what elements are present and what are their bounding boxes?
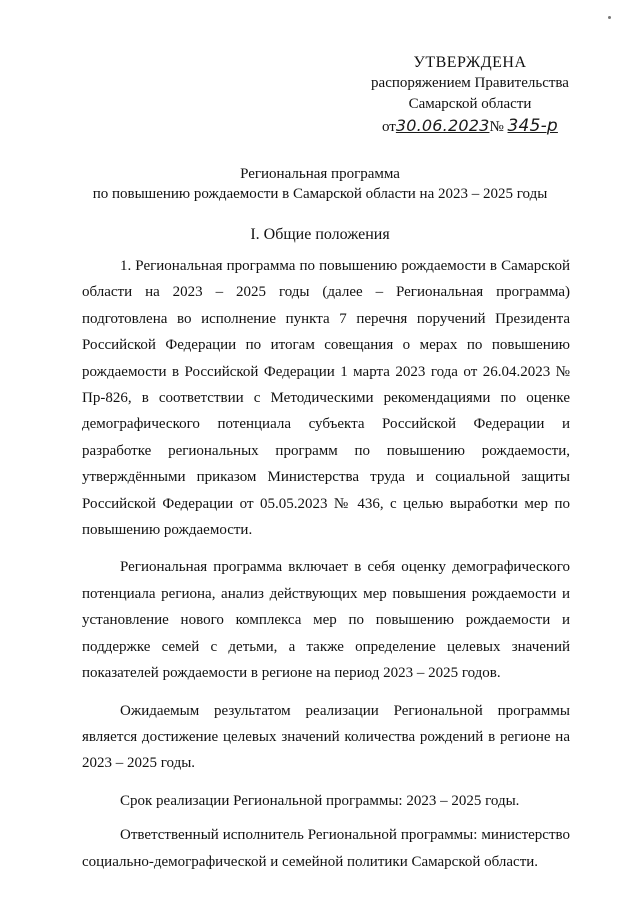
- approval-line-2: Самарской области: [408, 96, 532, 112]
- body-text: [82, 253, 570, 886]
- paragraph-3: Ожидаемым результатом реализации Региональной программы является достижение целевых значений количества рождений в регионе на 2023 – 2025 годы.: [82, 702, 570, 772]
- paragraph-1: 1. Региональная программа по повышению рождаемости в Самарской области на 2023 – 2025 годы (далее – Региональная программа) подготовлена во исполнение пункта 7 перечня поручений Президента Российской Федерации по итогам совещания о мерах по повышению рождаемости в Российской Федерации 1 марта 2023 года от 26.04.2023 № Пр-826, в соответствии с Методическими рекомендациями по оценке демографического потенциала субъекта Российской Федерации и разработке региональных программ по повышению рождаемости, утверждёнными приказом Министерства труда и социальной защиты Российской Федерации от 05.05.2023 № 436, с целью выработки мер по повышению рождаемости.: [82, 258, 570, 539]
- section-title: I. Общие положения: [250, 226, 390, 243]
- paragraph-2: Региональная программа включает в себя оценку демографического потенциала региона, анализ действующих мер повышения рождаемости и установление нового комплекса мер по повышению рождаемости и поддержке семей с детьми, а также определение целевых значений показателей рождаемости в регионе на период 2023 – 2025 годов.: [82, 559, 570, 682]
- paragraph-5: Ответственный исполнитель Региональной программы: министерство социально-демографической и семейной политики Самарской области.: [82, 827, 570, 870]
- approval-title: УТВЕРЖДЕНА: [413, 54, 527, 71]
- date-prefix: от: [382, 119, 396, 135]
- handwritten-date: 30.06.2023: [395, 116, 490, 135]
- approval-line-1: распоряжением Правительства: [371, 75, 569, 91]
- program-title-line-1: Региональная программа: [240, 166, 400, 182]
- handwritten-number: 345-р: [507, 116, 558, 136]
- number-prefix: №: [489, 119, 504, 135]
- paragraph-4: Срок реализации Региональной программы: 2023 – 2025 годы.: [120, 792, 520, 809]
- program-title-line-2: по повышению рождаемости в Самарской области на 2023 – 2025 годы: [92, 186, 548, 202]
- approval-block: [360, 52, 580, 138]
- program-title: [0, 164, 640, 204]
- approval-date-row: [360, 115, 580, 138]
- scan-dot: [608, 16, 611, 19]
